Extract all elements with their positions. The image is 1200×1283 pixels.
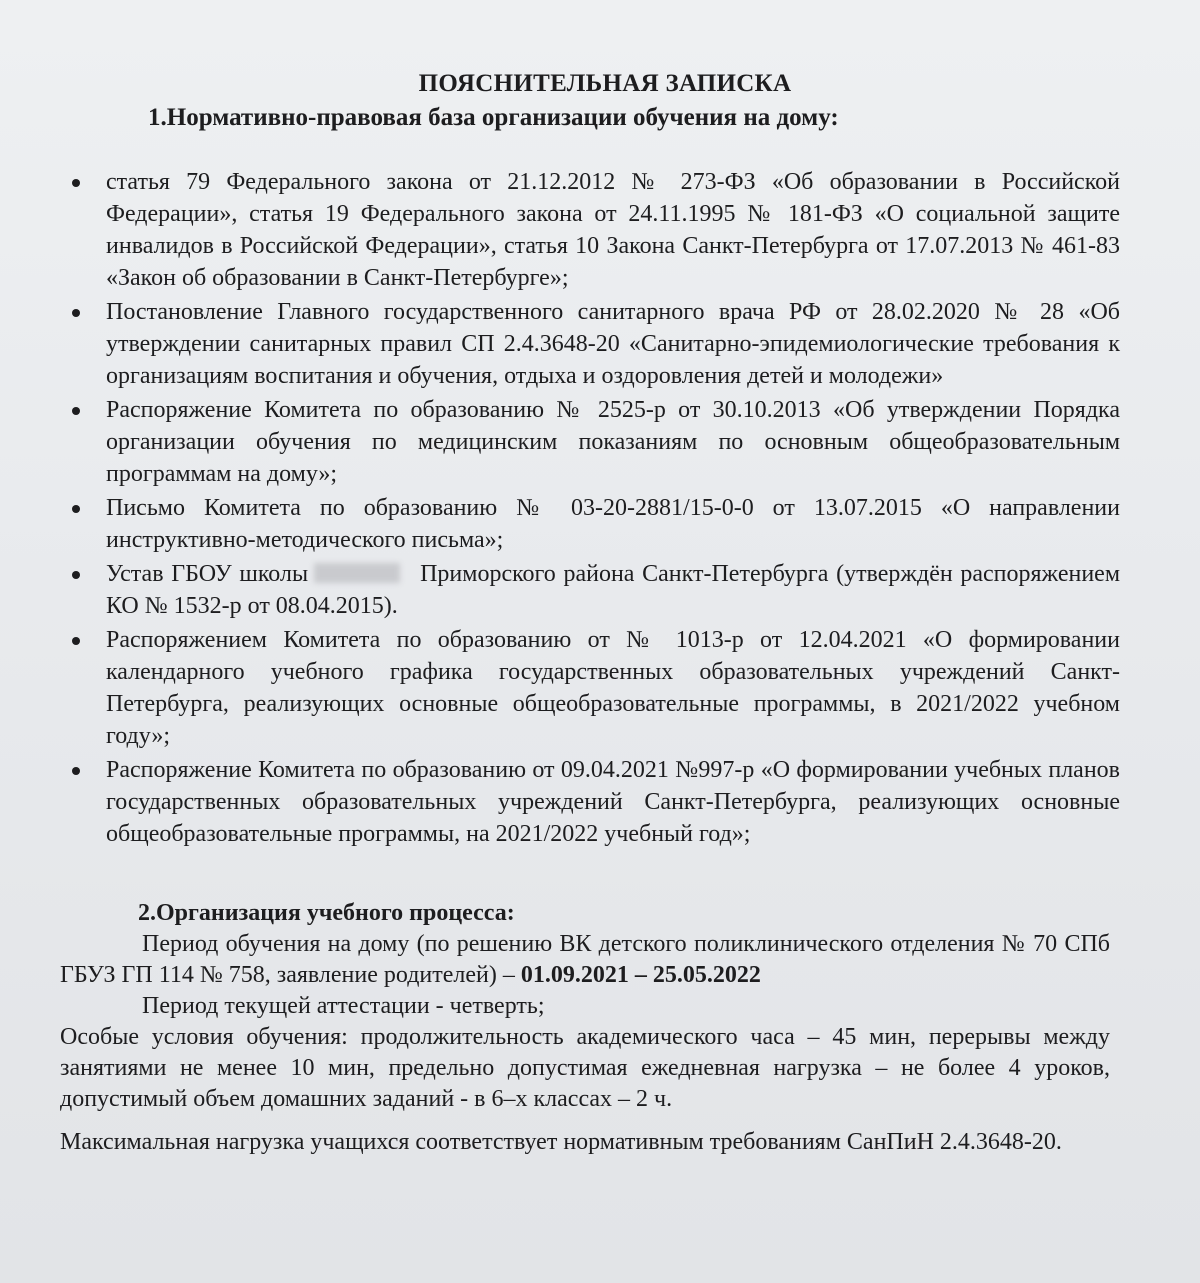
period-text: Период обучения на дому (по решению ВК детского поликлинического отделения № 70 СПб ГБУЗ ГП 114 № 758, заявление родителей) – (60, 931, 1110, 988)
period-dates: 01.09.2021 – 25.05.2022 (520, 962, 761, 988)
charter-text-end: Приморского района Санкт-Петербурга (утверждён распоряжением КО № 1532-р от 08.04.2015). (106, 561, 1121, 619)
list-item: Распоряжением Комитета по образованию от № 1013-р от 12.04.2021 «О формировании календарного учебного графика государственных образовательных учреждений Санкт-Петербурга, реализующих основные общеобразовательные программы, в 2021/2022 учебном году»; (60, 624, 1120, 752)
charter-text-start: Устав ГБОУ школы (106, 561, 309, 587)
list-item: статья 79 Федерального закона от 21.12.2012 № 273-ФЗ «Об образовании в Российской Федерации», статья 19 Федерального закона от 24.11.1995 № 181-ФЗ «О социальной защите инвалидов в Российской Федерации», статья 10 Закона Санкт-Петербурга от 17.07.2013 № 461-83 «Закон об образовании в Санкт-Петербурге»; (60, 166, 1120, 294)
attestation-text: Период текущей аттестации - четверть; (142, 993, 545, 1019)
list-item: Постановление Главного государственного санитарного врача РФ от 28.02.2020 № 28 «Об утверждении санитарных правил СП 2.4.3648-20 «Санитарно-эпидемиологические требования к организациям воспитания и обучения, отдыха и оздоровления детей и молодежи» (60, 296, 1120, 392)
section1-heading: 1.Нормативно-правовая база организации обучения на дому: (148, 104, 839, 131)
redacted-school-number (314, 563, 400, 583)
section2 (60, 898, 1110, 1158)
max-load-text: Максимальная нагрузка учащихся соответствует нормативным требованиям СанПиН 2.4.3648-20. (60, 1129, 1062, 1155)
document-title: ПОЯСНИТЕЛЬНАЯ ЗАПИСКА (418, 70, 792, 97)
period-paragraph (60, 929, 1110, 991)
list-item: Письмо Комитета по образованию № 03-20-2881/15-0-0 от 13.07.2015 «О направлении инструктивно-методического письма»; (60, 492, 1120, 556)
list-item: Распоряжение Комитета по образованию № 2525-р от 30.10.2013 «Об утверждении Порядка организации обучения по медицинским показаниям по основным общеобразовательным программам на дому»; (60, 394, 1120, 490)
legal-basis-list (60, 166, 1120, 852)
list-item-charter (60, 558, 1120, 622)
special-conditions-text: Особые условия обучения: продолжительность академического часа – 45 мин, перерывы между занятиями не менее 10 мин, предельно допустимая ежедневная нагрузка – не более 4 уроков, допустимый объем домашних заданий - в 6–х классах – 2 ч. (60, 1024, 1110, 1112)
section2-heading: 2.Организация учебного процесса: (138, 900, 515, 926)
list-item: Распоряжение Комитета по образованию от 09.04.2021 №997-р «О формировании учебных планов государственных образовательных учреждений Санкт-Петербурга, реализующих основные общеобразовательные программы, на 2021/2022 учебный год»; (60, 754, 1120, 850)
